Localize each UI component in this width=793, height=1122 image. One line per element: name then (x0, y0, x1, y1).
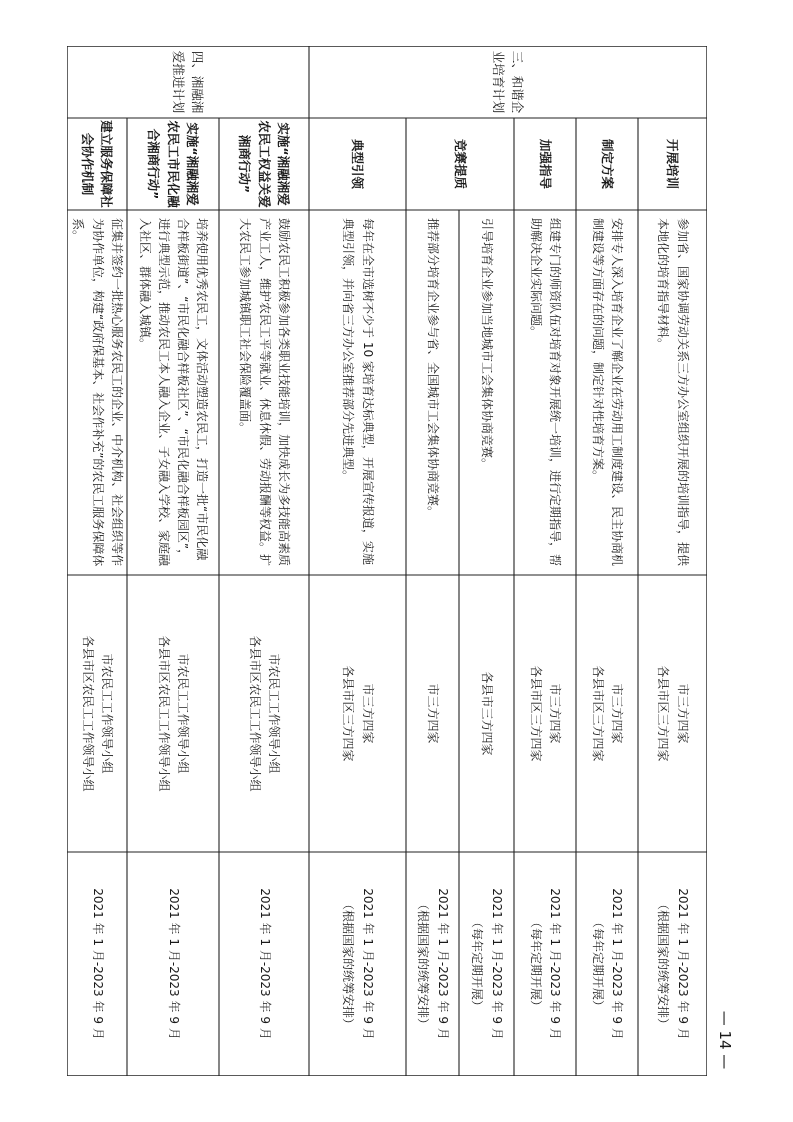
plan-table (67, 46, 707, 1076)
time-cell: 2021 年 1 月-2023 年 9 月 (166, 888, 181, 1040)
measure-cell: 参加省、国家协调劳动关系三方办公室组织开展的培训指导，提供本地化的培育指导材料。 (656, 218, 690, 567)
action-cell: 开展培训 (665, 138, 681, 189)
unit-cell: 各县市三方四家 (480, 671, 495, 756)
measure-cell: 安排专人深入培育企业了解企业在劳动用工制度建设、民主协商机制建设等方面存在的问题，制定针对性培育方案。 (591, 218, 625, 567)
time-cell: 2021 年 1 月-2023 年 9 月 (257, 888, 272, 1040)
action-cell: 典型引领 (350, 138, 366, 189)
unit-cell: 市三方四家 各县市区三方四家 (341, 665, 375, 762)
page-number: — 14 — (716, 1010, 734, 1070)
action-cell: 实施“湘融湘爱农民工市民化融合湘商行动” (146, 120, 201, 208)
category-cell: 四、湘融湘爱推进计划 (171, 50, 206, 114)
unit-cell: 市农民工工作领导小组 各县市区农民工工作领导小组 (157, 635, 191, 792)
action-cell: 实施“湘融湘爱农民工权益关爱湘商行动” (237, 120, 292, 208)
unit-cell: 市农民工工作领导小组 各县市区农民工工作领导小组 (81, 635, 115, 792)
measure-cell: 征集并签约一批热心服务农民工的企业、中介机构、社会组织等作为协作单位，构建“政府保基本、社会作补充”的农民工服务保障体系。 (71, 218, 124, 567)
action-cell: 竞赛提质 (452, 138, 468, 189)
time-cell: 2021 年 1 月-2023 年 9 月 （每年定期开展） (591, 888, 625, 1040)
action-cell: 制定方案 (599, 138, 615, 189)
unit-cell: 市三方四家 (426, 683, 441, 744)
unit-cell: 市三方四家 各县市区三方四家 (591, 665, 625, 762)
time-cell: 2021 年 1 月-2023 年 9 月 （每年定期开展） (470, 888, 504, 1040)
category-cell: 三、和谐企业培育计划 (491, 50, 526, 114)
table-content (67, 46, 707, 1076)
unit-cell: 市三方四家 各县市区三方四家 (529, 665, 563, 762)
measure-cell: 培养使用优秀农民工，文体活动塑造农民工，打造一批“市民化融合样板街道”、“市民化融合样板社区”、“市民化融合样板园区”，进行典型示范，推动农民工本人融入企业、子女融入学校、家庭融入社区、群体融入城镇。 (137, 218, 210, 567)
time-cell: 2021 年 1 月-2023 年 9 月 （根据国家的统筹安排） (416, 888, 450, 1040)
action-cell: 建立服务保障社会协作机制 (80, 120, 115, 208)
action-cell: 加强指导 (537, 138, 553, 189)
unit-cell: 市三方四家 各县市区三方四家 (656, 665, 690, 762)
time-cell: 2021 年 1 月-2023 年 9 月 （根据国家的统筹安排） (656, 888, 690, 1040)
unit-cell: 市农民工工作领导小组 各县市区农民工工作领导小组 (248, 635, 282, 792)
time-cell: 2021 年 1 月-2023 年 9 月 （每年定期开展） (529, 888, 563, 1040)
measure-cell: 推荐部分培育企业参与省、全国城市工会集体协商竞赛。 (426, 218, 441, 519)
measure-cell: 组建专门的师资队伍对培育对象开展统一培训，进行定期指导，帮助解决企业实际问题。 (529, 218, 563, 567)
measure-cell: 引导培育企业参加当地城市工会集体协商竞赛。 (480, 218, 495, 471)
time-cell: 2021 年 1 月-2023 年 9 月 (90, 888, 105, 1040)
measure-cell: 鼓励农民工积极参加各类职业技能培训，加快成长为多技能高素质产业工人，维护农民工平等就业、休息休假、劳动报酬等权益。扩大农民工参加城镇职工社会保险覆盖面。 (238, 218, 291, 567)
time-cell: 2021 年 1 月-2023 年 9 月 （根据国家的统筹安排） (341, 888, 375, 1040)
measure-cell: 每年在全市选树不少于 10 家培育达标典型，开展宣传报道，实施典型引领，并向省三方办公室推荐部分先进典型。 (341, 218, 375, 565)
